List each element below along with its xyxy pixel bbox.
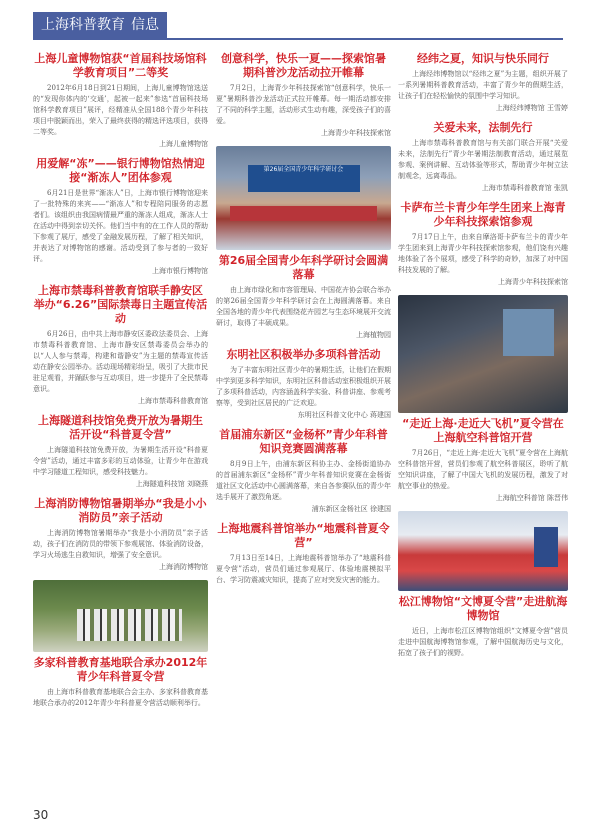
article (33, 656, 208, 709)
article (216, 348, 391, 420)
article-title: 首届浦东新区“金杨杯”青少年科普知识竞赛圆满落幕 (219, 428, 388, 455)
article-source: 上海儿童博物馆 (159, 140, 208, 148)
article-body: 7月13日至14日，上海地震科普馆举办了“地震科普夏令营”活动，营员们通过参观展厅、体验地震模拟平台、学习防震减灾知识，提高了应对突发灾害的能力。 (216, 554, 391, 584)
article-title: 卡萨布兰卡青少年学生团来上海青少年科技探索馆参观 (400, 201, 566, 228)
article (398, 121, 568, 193)
article-body: 7月2日，上海青少年科技探索馆“创意科学，快乐一夏”暑期科普沙龙活动正式拉开帷幕。每一期活动都安排了不同的科学主题，活动形式生动有趣，深受孩子们的喜爱。 (216, 84, 391, 125)
conference-banner: 第26届全国青少年科学研讨会 (248, 165, 360, 192)
article-source: 上海植物园 (356, 331, 391, 339)
page-header (33, 12, 563, 42)
article-source: 上海市禁毒科普教育馆 张凯 (481, 184, 568, 192)
article-title: 上海消防博物馆暑期举办“我是小小消防员”亲子活动 (34, 497, 207, 524)
column-left (33, 50, 208, 717)
column-middle (216, 50, 391, 594)
article-source: 东明社区科普文化中心 蒋建国 (297, 411, 391, 419)
summer-camp-group-photo (398, 511, 568, 591)
article (216, 52, 391, 138)
park-group-photo (33, 580, 208, 652)
article-body: 为了丰富东明社区青少年的暑期生活，让他们在假期中学到更多科学知识，东明社区科普活动室积极组织开展了多项科普活动，内容涵盖科学实验、科普讲座、参观考察等，受到社区居民的广泛欢迎。 (216, 366, 391, 407)
article-body: 8月9日上午，由浦东新区科协主办、金杨街道协办的首届浦东新区“金杨杯”青少年科普知识竞赛在金杨街道社区文化活动中心圆满落幕，来自各参赛队伍的青少年选手展开了激烈角逐。 (216, 460, 391, 501)
article-title: 上海市禁毒科普教育馆联手静安区举办“6.26”国际禁毒日主题宣传活动 (33, 284, 208, 325)
conference-table (230, 206, 377, 221)
article (33, 52, 208, 149)
article (216, 522, 391, 586)
article (398, 201, 568, 287)
article-source: 浦东新区金杨社区 徐建国 (311, 505, 391, 513)
students-visit-photo (398, 295, 568, 413)
section-tab (33, 12, 167, 38)
article-body: 上海经纬博物馆以“经纬之夏”为主题，组织开展了一系列暑期科普教育活动，丰富了青少年的假期生活，让孩子们在轻松愉快的氛围中学习知识。 (398, 70, 568, 100)
article-body: 6月21日是世界“渐冻人”日，上海市银行博物馆迎来了一批特殊的来宾——“渐冻人”和专程陪同服务的志愿者们。该组织由我国病情最严重的渐冻人组成，渐冻人士在活动中得到亲切关怀。他们当中有的在工作人员的帮助下参观了展厅，感受了金融发展历程，了解了相关知识，并表达了对博物馆的感谢。活动受到了参与者的一致好评。 (33, 189, 208, 263)
article (398, 417, 568, 503)
article-body: 近日，上海市松江区博物馆组织“文博夏令营”营员走进中国航海博物馆参观，了解中国航海历史与文化，拓宽了孩子们的视野。 (398, 627, 568, 657)
article-title: 上海隧道科技馆免费开放为暑期生活开设“科普夏令营” (38, 414, 203, 441)
article (33, 157, 208, 276)
conference-photo (216, 146, 391, 250)
article-body: 2012年6月18日到21日期间，上海儿童博物馆选送的“发现你体内的‘交通’，起被一起来”参选“首届科技场馆科学教育项目”展评，经精准从全国188个青少年科技项目中脱颖而出，荣入了最终获得的精选评选项目，获得二等奖。 (33, 84, 208, 136)
article-title: “走近上海·走近大飞机”夏令营在上海航空科普馆开营 (402, 417, 564, 444)
article-source: 上海青少年科技探索馆 (498, 278, 568, 286)
article-source: 上海青少年科技探索馆 (321, 129, 391, 137)
article-title: 第26届全国青少年科学研讨会圆满落幕 (218, 254, 389, 281)
article-title: 上海地震科普馆举办“地震科普夏令营” (217, 522, 390, 549)
article-title: 东明社区积极举办多项科普活动 (226, 348, 381, 361)
page-number: 30 (33, 808, 49, 822)
article-source: 上海市银行博物馆 (152, 267, 208, 275)
article-body: 由上海市科普教育基地联合会主办、多家科普教育基地联合承办的2012年青少年科普夏令营活动顺利举行。 (33, 688, 208, 707)
article-source: 上海经纬博物馆 王雪婷 (495, 104, 568, 112)
article-source: 上海隧道科技馆 刘晓燕 (135, 480, 208, 488)
article-body: 7月26日，“走近上海·走近大飞机”夏令营在上海航空科普馆开营，营员们参观了航空科普展区，聆听了航空知识讲座，了解了中国大飞机的发展历程，激发了对航空事业的热爱。 (398, 449, 568, 490)
article-title: 松江博物馆“文博夏令营”走进航海博物馆 (398, 595, 568, 622)
flag (534, 527, 558, 567)
article-body: 上海消防博物馆暑期举办“我是小小消防员”亲子活动，孩子们在消防员的带领下参观展馆、体验消防设备，学习火场逃生自救知识，增强了安全意识。 (33, 529, 208, 559)
article-title: 上海儿童博物馆获“首届科技场馆科学教育项目”二等奖 (34, 52, 207, 79)
article-body: 6月26日，由中共上海市静安区委政法委员会、上海市禁毒科普教育馆、上海市静安区禁毒委员会举办的以“人人参与禁毒，构建和谐静安”为主题的禁毒宣传活动在静安公园举办。活动现场精彩纷呈，吸引了大批市民驻足观看，并踊跃参与互动项目，进一步提升了全民禁毒意识。 (33, 330, 208, 393)
article-source: 上海消防博物馆 (159, 563, 208, 571)
column-right (398, 50, 568, 667)
display-screen (503, 309, 554, 356)
article-body: 7月17日上午，由来自摩洛哥卡萨布兰卡的青少年学生团来到上海青少年科技探索馆参观，他们饶有兴趣地体验了各个展项，感受了科学的奇妙，加深了对中国科技发展的了解。 (398, 233, 568, 274)
article-body: 由上海市绿化和市容管理局、中国花卉协会联合举办的第26届全国青少年科学研讨会在上海圆满落幕。来自全国各地的青少年代表围绕花卉园艺与生态环境展开交流研讨，取得了丰硕成果。 (216, 286, 391, 327)
article (398, 595, 568, 659)
article-title: 多家科普教育基地联合承办2012年青少年科普夏令营 (33, 656, 208, 683)
article-source: 上海航空科普馆 陈晋伟 (495, 494, 568, 502)
article (33, 497, 208, 572)
section-tag: 信息 (131, 17, 159, 33)
article-title: 关爱未来，法制先行 (433, 121, 533, 134)
header-rule (33, 38, 563, 40)
article-title: 用爱解“冻”——银行博物馆热情迎接“渐冻人”团体参观 (36, 157, 205, 184)
people-group (77, 609, 182, 641)
article (216, 428, 391, 514)
article-title: 创意科学，快乐一夏——探索馆暑期科普沙龙活动拉开帷幕 (221, 52, 386, 79)
article-title: 经纬之夏，知识与快乐同行 (417, 52, 549, 65)
article (33, 284, 208, 406)
article-source: 上海市禁毒科普教育馆 (138, 397, 208, 405)
article (398, 52, 568, 113)
article-body: 上海市禁毒科普教育馆与有关部门联合开展“关爱未来，法制先行”青少年暑期法制教育活动，通过展览参观、案例讲解、互动体验等形式，帮助青少年树立法制观念，远离毒品。 (398, 139, 568, 180)
article-body: 上海隧道科技馆免费开放，为暑期生活开设“科普夏令营”活动，通过丰富多彩的互动体验，让青少年在游戏中学习隧道工程知识，感受科技魅力。 (33, 446, 208, 476)
article (33, 414, 208, 489)
article (216, 254, 391, 340)
section-name: 上海科普教育 (41, 17, 125, 33)
